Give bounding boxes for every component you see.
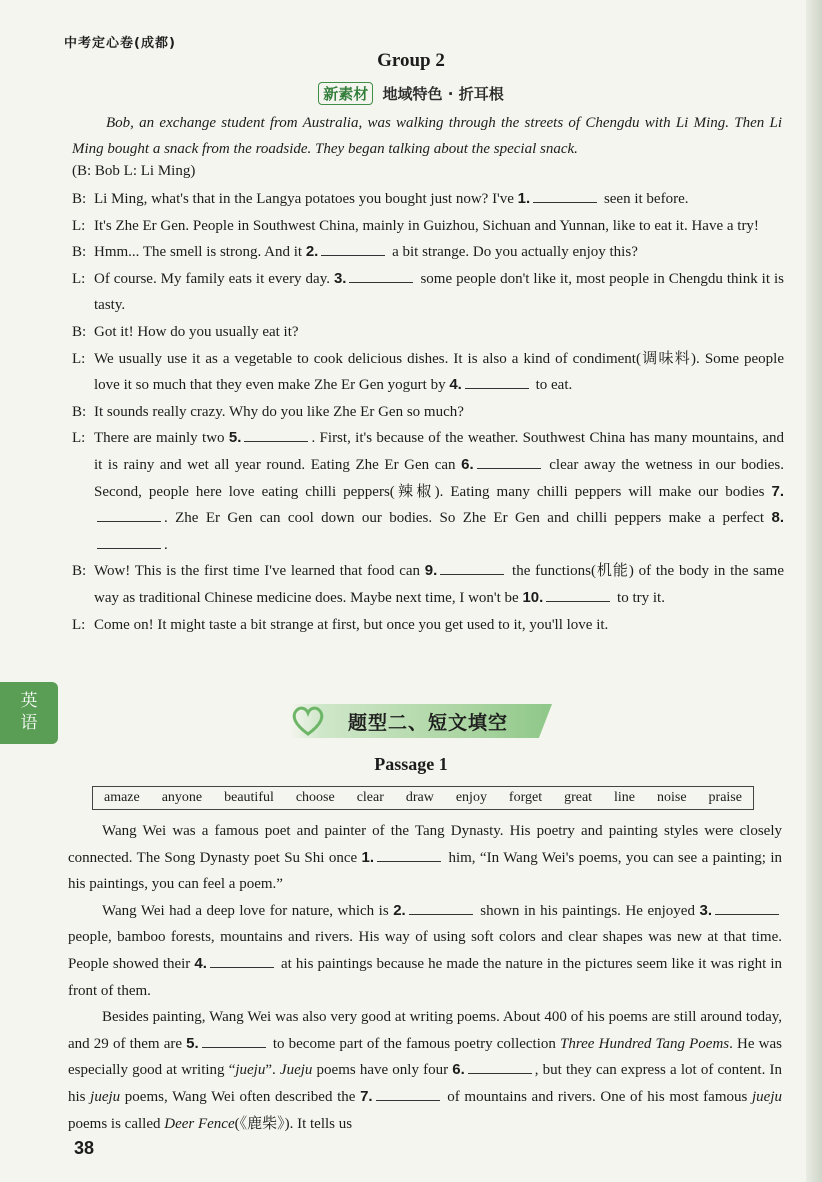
dialog-line	[72, 186, 784, 213]
blank-number: 2.	[393, 901, 406, 919]
answer-blank[interactable]	[546, 587, 610, 602]
answer-blank[interactable]	[409, 900, 473, 915]
side-tab-char-2: 语	[20, 713, 38, 733]
dialog-line	[72, 319, 784, 346]
utterance: Come on! It might taste a bit strange at first, but once you get used to it, you'll love it.	[94, 616, 609, 633]
blank-number: 3.	[333, 269, 347, 287]
word-bank	[92, 786, 754, 810]
topic-tag-line	[0, 82, 822, 105]
utterance: Hmm... The smell is strong. And it 2. a bit strange. Do you actually enjoy this?	[94, 243, 638, 261]
passage-title: Passage 1	[374, 754, 448, 774]
group-title: Group 2	[377, 50, 445, 71]
answer-blank[interactable]	[533, 188, 597, 203]
speaker-label: L:	[72, 217, 86, 234]
speaker-label: L:	[72, 350, 86, 367]
italic-text: Jueju	[279, 1062, 313, 1079]
utterance: It sounds really crazy. Why do you like Zhe Er Gen so much?	[94, 403, 464, 420]
speaker-label: B:	[72, 244, 87, 261]
word-bank-item: choose	[295, 790, 335, 805]
blank-number: 7.	[360, 1087, 373, 1105]
dialog-line	[72, 239, 784, 266]
dialog-line	[72, 612, 784, 639]
answer-blank[interactable]	[376, 1086, 440, 1101]
word-bank-item: noise	[657, 790, 687, 805]
topic-tag-text: 地域特色 · 折耳根	[382, 85, 504, 103]
answer-blank[interactable]	[97, 534, 161, 549]
answer-blank[interactable]	[244, 427, 308, 442]
blank-number: 8.	[771, 509, 784, 527]
speaker-label: L:	[72, 616, 86, 633]
word-bank-item: clear	[356, 790, 384, 805]
italic-text: Deer Fence	[164, 1115, 235, 1132]
answer-blank[interactable]	[468, 1059, 532, 1074]
utterance: We usually use it as a vegetable to cook delicious dishes. It is also a kind of condiment(调味料). Some people love it so much that they even make Zhe Er Gen yogurt by 4. to eat.	[94, 350, 784, 394]
italic-text: jueju	[752, 1088, 782, 1105]
blank-number: 5.	[186, 1034, 199, 1052]
answer-blank[interactable]	[202, 1033, 266, 1048]
utterance: Li Ming, what's that in the Langya potatoes you bought just now? I've 1. seen it before.	[94, 190, 689, 207]
utterance: Of course. My family eats it every day. 3. some people don't like it, most people in Chengdu think it is tasty.	[94, 269, 784, 314]
speaker-label: B:	[72, 191, 87, 207]
word-bank-item: great	[564, 790, 593, 805]
answer-blank[interactable]	[210, 953, 274, 968]
answer-blank[interactable]	[440, 560, 504, 575]
page-edge	[806, 0, 822, 1182]
dialog-line	[72, 425, 784, 558]
blank-number: 1.	[361, 848, 375, 866]
utterance: Got it! How do you usually eat it?	[94, 323, 299, 340]
blank-number: 5.	[228, 429, 242, 447]
book-title: 中考定心卷(成都)	[64, 36, 176, 51]
utterance: Wow! This is the first time I've learned that food can 9. the functions(机能) of the body in the same way as traditional Chinese medicine does. Maybe next time, I won't be 10. to try it.	[94, 562, 784, 606]
italic-text: jueju	[90, 1088, 121, 1105]
passage-body	[68, 818, 782, 1137]
word-bank-item: beautiful	[224, 790, 274, 805]
answer-blank[interactable]	[97, 507, 161, 522]
speaker-label: L:	[72, 270, 86, 287]
passage-paragraph: Besides painting, Wang Wei was also very good at writing poems. About 400 of his poems are still around today, and 29 of them are 5. to become part of the famous poetry collection Three Hundred Tang Poems. He was especially good at writing “jueju”. Jueju poems have only four 6. , but they can express a lot of content. In his jueju poems, Wang Wei often described the 7. of mountains and rivers. One of his most famous jueju poems is called Deer Fence(《鹿柴》). It tells us	[68, 1009, 782, 1132]
answer-blank[interactable]	[715, 900, 779, 915]
word-bank-item: praise	[708, 790, 742, 805]
dialog-intro: Bob, an exchange student from Australia, was walking through the streets of Chengdu with Li Ming. Then Li Ming bought a snack from the roadside. They began talking about the special snack.	[72, 115, 782, 157]
blank-number: 4.	[449, 376, 462, 394]
word-bank-item: line	[614, 790, 636, 805]
word-bank-item: anyone	[161, 790, 203, 805]
dialog-line	[72, 213, 784, 240]
blank-number: 3.	[699, 901, 712, 919]
dialog-line	[72, 399, 784, 426]
side-tab-char-1: 英	[20, 691, 38, 711]
speaker-label: B:	[72, 403, 87, 420]
answer-blank[interactable]	[465, 374, 529, 389]
word-bank-item: forget	[508, 790, 543, 805]
blank-number: 10.	[522, 588, 544, 606]
word-bank-item: enjoy	[455, 790, 487, 805]
blank-number: 2.	[305, 243, 319, 261]
blank-number: 1.	[517, 190, 531, 207]
passage-paragraph: Wang Wei had a deep love for nature, which is 2. shown in his paintings. He enjoyed 3. people, bamboo forests, mountains and rivers. His way of using soft colors and clear shapes was new at that time. People showed their 4. at his paintings because he made the nature in the pictures seem like it was right in front of them.	[68, 901, 782, 999]
page-number: 38	[74, 1138, 95, 1158]
dialog-line	[72, 558, 784, 611]
word-bank-item: amaze	[103, 790, 140, 805]
word-bank-item: draw	[405, 790, 434, 805]
speaker-label: B:	[72, 323, 87, 340]
answer-blank[interactable]	[321, 241, 385, 256]
new-material-badge: 新素材	[318, 82, 373, 105]
blank-number: 9.	[424, 562, 438, 580]
blank-number: 6.	[461, 455, 474, 473]
passage-paragraph: Wang Wei was a famous poet and painter of the Tang Dynasty. His poetry and painting styles were closely connected. The Song Dynasty poet Su Shi once 1. him, “In Wang Wei's poems, you can see a painting; in his paintings, you can feel a poem.”	[68, 823, 782, 893]
italic-text: Three Hundred Tang Poems	[560, 1035, 730, 1052]
blank-number: 4.	[194, 954, 207, 972]
answer-blank[interactable]	[349, 268, 413, 283]
utterance: There are mainly two 5. . First, it's because of the weather. Southwest China has many mountains, and it is rainy and wet all year round. Eating Zhe Er Gen can 6. clear away the wetness in our bodies. Second, people here love eating chilli peppers(辣椒). Eating many chilli peppers will make our bodies 7.. Zhe Er Gen can cool down our bodies. So Zhe Er Gen and chilli peppers make a perfect 8..	[94, 429, 784, 553]
heart-icon	[288, 700, 328, 740]
speaker-label: B:	[72, 563, 87, 580]
italic-text: jueju	[235, 1062, 266, 1079]
dialog-line	[72, 346, 784, 399]
dialog-line	[72, 266, 784, 319]
blank-number: 6.	[452, 1061, 465, 1079]
blank-number: 7.	[771, 482, 784, 500]
answer-blank[interactable]	[477, 454, 541, 469]
dialog	[72, 186, 784, 638]
answer-blank[interactable]	[377, 847, 441, 862]
section-title: 题型二、短文填空	[348, 712, 509, 734]
utterance: It's Zhe Er Gen. People in Southwest China, mainly in Guizhou, Sichuan and Yunnan, like to eat it. Have a try!	[94, 217, 759, 234]
speaker-label: L:	[72, 430, 86, 447]
subject-side-tab	[0, 682, 58, 744]
speaker-key: (B: Bob L: Li Ming)	[72, 163, 196, 179]
